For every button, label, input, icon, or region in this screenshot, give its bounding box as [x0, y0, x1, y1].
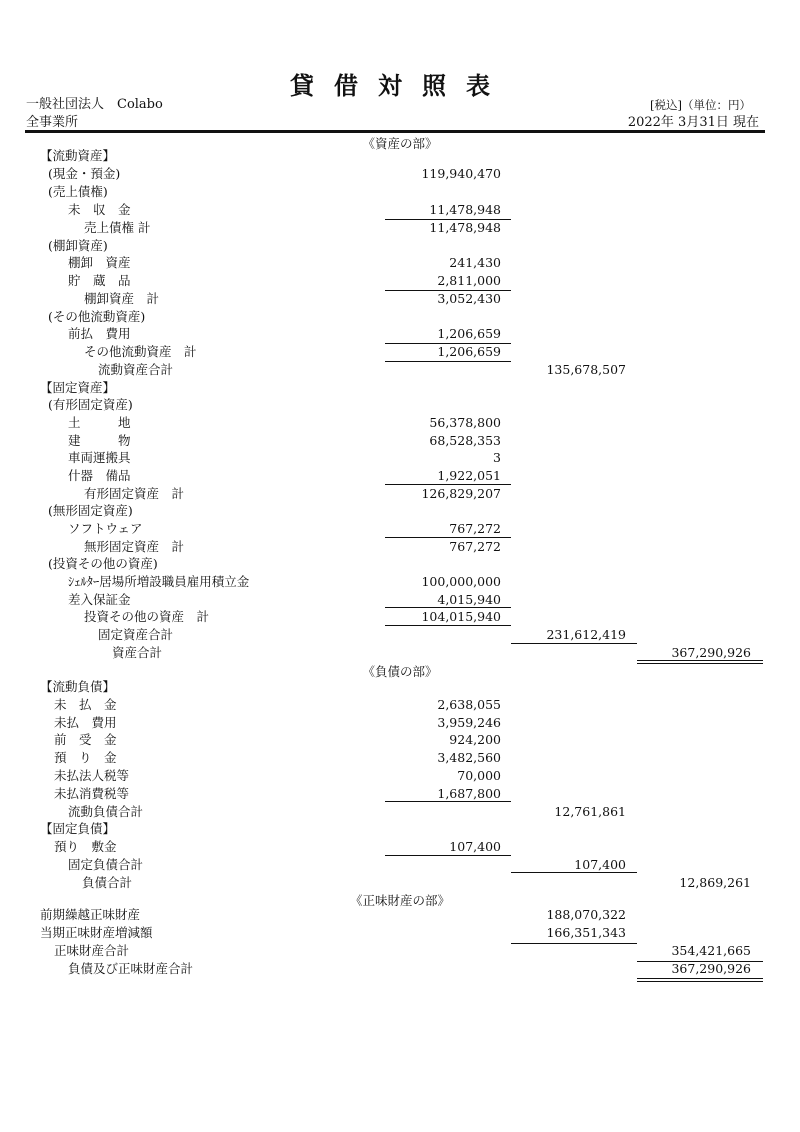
underline: [511, 872, 637, 873]
amount-c1: 1,922,051: [437, 468, 501, 483]
account-label: (その他流動資産): [48, 309, 146, 324]
account-label: 【固定負債】: [40, 821, 116, 836]
table-row: [0, 272, 800, 290]
amount-c3: 367,290,926: [671, 645, 751, 660]
account-label: (無形固定資産): [48, 503, 133, 518]
table-row: [0, 165, 800, 183]
table-row: [0, 147, 800, 165]
amount-c1: 2,638,055: [437, 697, 501, 712]
table-row: [0, 573, 800, 591]
account-label: 有形固定資産 計: [84, 486, 185, 501]
amount-c1: 767,272: [449, 539, 501, 554]
table-row: [0, 538, 800, 556]
account-label: 建 物: [68, 433, 131, 448]
table-row: [0, 555, 800, 573]
amount-c1: 3,052,430: [437, 291, 501, 306]
account-label: 差入保証金: [68, 592, 131, 607]
account-label: 什器 備品: [68, 468, 131, 483]
amount-c1: 1,206,659: [437, 326, 501, 341]
amount-c2: 231,612,419: [546, 627, 626, 642]
table-row: [0, 254, 800, 272]
underline: [385, 607, 511, 608]
organization-name: 一般社団法人 Colabo: [26, 97, 163, 112]
table-row: [0, 379, 800, 397]
account-label: 未払消費税等: [54, 786, 130, 801]
amount-c2: 135,678,507: [546, 362, 626, 377]
account-label: 棚卸資産 計: [84, 291, 160, 306]
table-row: [0, 608, 800, 626]
account-label: 未払 費用: [54, 715, 117, 730]
account-label: 未払法人税等: [54, 768, 130, 783]
account-label: ソフトウェア: [68, 521, 143, 536]
account-label: 投資その他の資産 計: [84, 609, 210, 624]
table-row: [0, 201, 800, 219]
amount-c1: 924,200: [449, 732, 501, 747]
account-label: 正味財産合計: [54, 943, 130, 958]
underline: [385, 219, 511, 220]
underline: [511, 943, 637, 944]
amount-c1: 100,000,000: [421, 574, 501, 589]
table-row: [0, 432, 800, 450]
table-row: [0, 960, 800, 978]
account-label: 資産合計: [112, 645, 163, 660]
header-rule: [25, 130, 765, 133]
amount-c1: 4,015,940: [437, 592, 501, 607]
table-row: [0, 449, 800, 467]
amount-c3: 354,421,665: [671, 943, 751, 958]
account-label: (投資その他の資産): [48, 556, 158, 571]
table-row: [0, 856, 800, 874]
account-label: 棚卸 資産: [68, 255, 131, 270]
underline: [385, 537, 511, 538]
amount-c1: 107,400: [449, 839, 501, 854]
table-row: [0, 767, 800, 785]
account-label: 土 地: [68, 415, 131, 430]
double-underline: [637, 978, 763, 982]
underline: [385, 343, 511, 344]
table-row: [0, 678, 800, 696]
account-label: 未 収 金: [68, 202, 131, 217]
underline: [385, 484, 511, 485]
table-row: [0, 714, 800, 732]
account-label: 売上債権 計: [84, 220, 151, 235]
section-assets: 《資産の部》: [362, 136, 438, 151]
amount-c1: 126,829,207: [421, 486, 501, 501]
amount-c1: 1,206,659: [437, 344, 501, 359]
table-row: [0, 343, 800, 361]
table-row: [0, 874, 800, 892]
account-label: 負債合計: [82, 875, 133, 890]
amount-c1: 119,940,470: [421, 166, 501, 181]
table-row: [0, 183, 800, 201]
table-row: [0, 749, 800, 767]
account-label: その他流動資産 計: [84, 344, 197, 359]
table-row: [0, 803, 800, 821]
account-label: (売上債権): [48, 184, 108, 199]
underline: [637, 961, 763, 962]
table-row: [0, 520, 800, 538]
account-label: 前期繰越正味財産: [40, 907, 141, 922]
underline: [385, 801, 511, 802]
underline: [385, 855, 511, 856]
account-label: 流動資産合計: [98, 362, 174, 377]
amount-c1: 104,015,940: [421, 609, 501, 624]
amount-c2: 188,070,322: [546, 907, 626, 922]
table-row: [0, 626, 800, 644]
section-net-assets: 《正味財産の部》: [349, 893, 450, 908]
underline: [511, 643, 637, 644]
table-row: [0, 924, 800, 942]
table-row: [0, 731, 800, 749]
underline: [385, 290, 511, 291]
tax-unit-note: [税込]（単位：円）: [650, 98, 751, 112]
table-row: [0, 906, 800, 924]
statement-date: 2022年 3月31日 現在: [627, 115, 759, 130]
account-label: 【固定資産】: [40, 380, 116, 395]
statement-title: 貸借対照表: [290, 72, 510, 100]
amount-c1: 56,378,800: [429, 415, 501, 430]
table-row: [0, 838, 800, 856]
amount-c2: 107,400: [574, 857, 626, 872]
amount-c2: 12,761,861: [554, 804, 626, 819]
section-liabilities: 《負債の部》: [362, 664, 438, 679]
account-label: 預 り 金: [54, 750, 117, 765]
account-label: 貯 蔵 品: [68, 273, 131, 288]
double-underline: [637, 660, 763, 664]
account-label: 固定負債合計: [68, 857, 144, 872]
account-label: (現金・預金): [48, 166, 121, 181]
amount-c1: 1,687,800: [437, 786, 501, 801]
account-label: 未 払 金: [54, 697, 117, 712]
amount-c3: 367,290,926: [671, 961, 751, 976]
amount-c1: 241,430: [449, 255, 501, 270]
underline: [385, 361, 511, 362]
table-row: [0, 502, 800, 520]
amount-c2: 166,351,343: [546, 925, 626, 940]
account-label: ｼｪﾙﾀｰ居場所増設職員雇用積立金: [68, 574, 250, 589]
amount-c1: 767,272: [449, 521, 501, 536]
amount-c1: 3,482,560: [437, 750, 501, 765]
table-row: [0, 414, 800, 432]
table-row: [0, 219, 800, 237]
account-label: (棚卸資産): [48, 238, 108, 253]
table-row: [0, 325, 800, 343]
account-label: 負債及び正味財産合計: [68, 961, 194, 976]
account-label: 当期正味財産増減額: [40, 925, 153, 940]
account-label: 車両運搬具: [68, 450, 131, 465]
underline: [385, 625, 511, 626]
table-row: [0, 942, 800, 960]
division-name: 全事業所: [26, 115, 79, 130]
amount-c1: 68,528,353: [429, 433, 501, 448]
amount-c3: 12,869,261: [679, 875, 751, 890]
account-label: 前 受 金: [54, 732, 117, 747]
amount-c1: 70,000: [457, 768, 501, 783]
account-label: (有形固定資産): [48, 397, 133, 412]
table-row: [0, 485, 800, 503]
table-row: [0, 237, 800, 255]
amount-c1: 11,478,948: [429, 202, 501, 217]
table-row: [0, 290, 800, 308]
account-label: 預り 敷金: [54, 839, 117, 854]
table-row: [0, 361, 800, 379]
table-row: [0, 820, 800, 838]
amount-c1: 3,959,246: [437, 715, 501, 730]
amount-c1: 11,478,948: [429, 220, 501, 235]
account-label: 無形固定資産 計: [84, 539, 185, 554]
account-label: 【流動資産】: [40, 148, 116, 163]
table-row: [0, 696, 800, 714]
amount-c1: 3: [493, 450, 501, 465]
account-label: 流動負債合計: [68, 804, 144, 819]
table-row: [0, 396, 800, 414]
table-row: [0, 467, 800, 485]
table-row: [0, 308, 800, 326]
amount-c1: 2,811,000: [437, 273, 501, 288]
account-label: 前払 費用: [68, 326, 131, 341]
account-label: 固定資産合計: [98, 627, 174, 642]
account-label: 【流動負債】: [40, 679, 116, 694]
